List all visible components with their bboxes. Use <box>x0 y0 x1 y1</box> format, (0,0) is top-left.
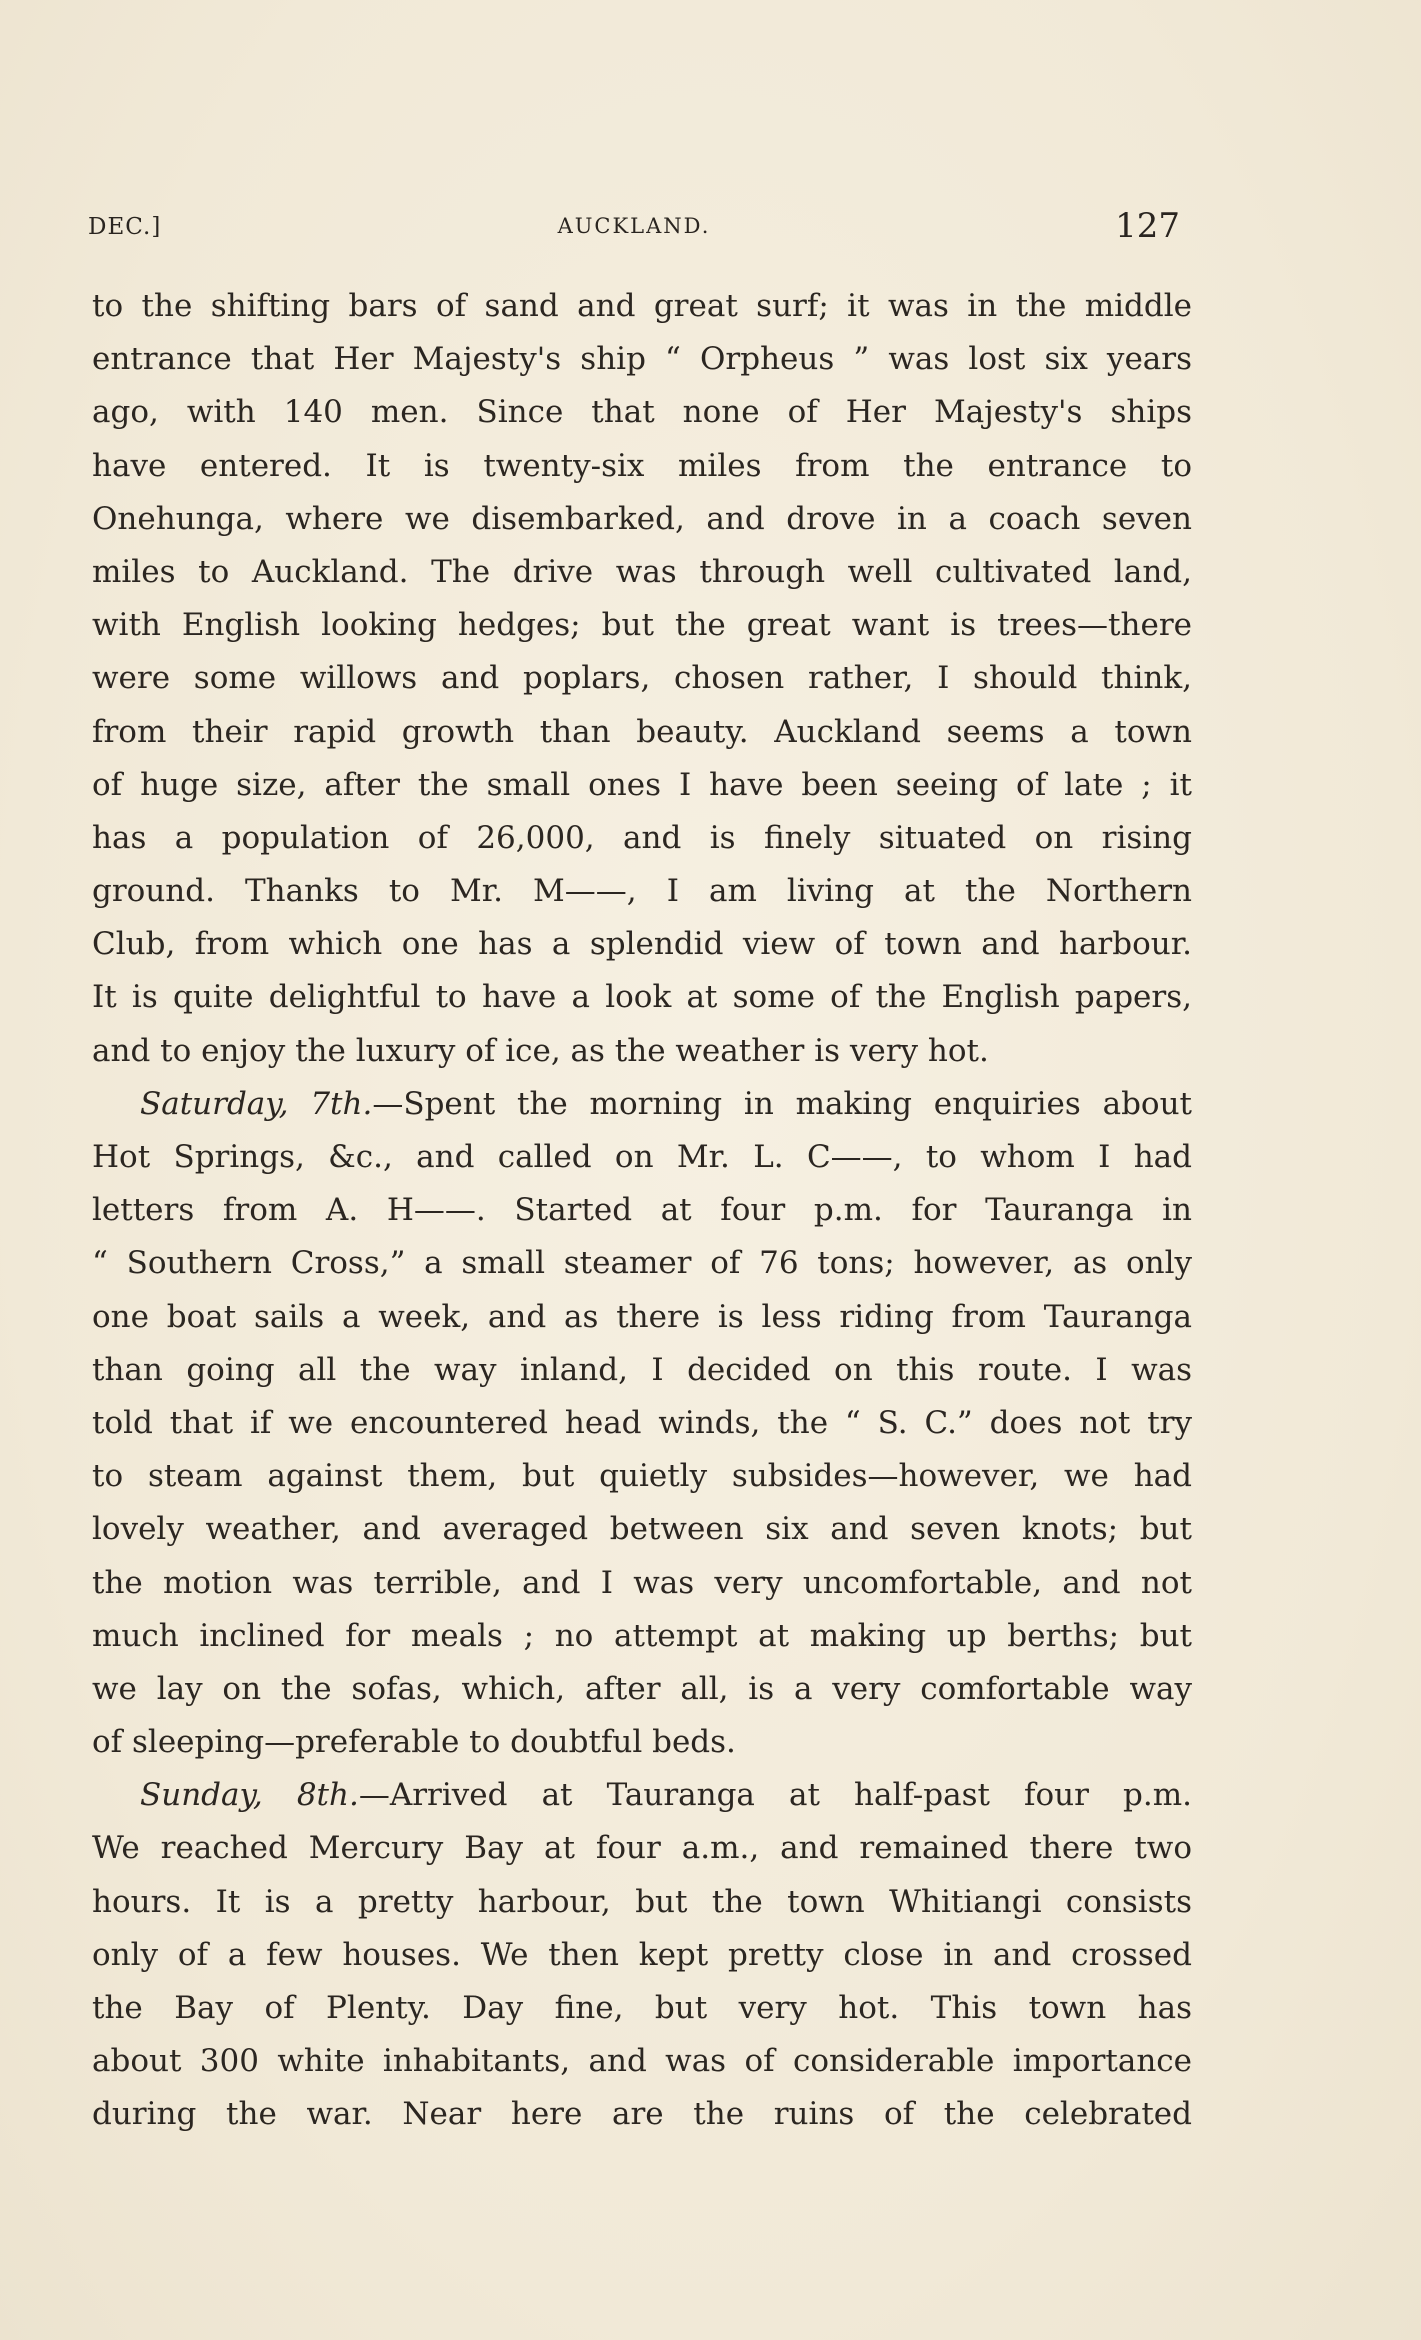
text-line <box>92 1450 1192 1503</box>
line-text: —Spent the morning in making enquiries about <box>372 1085 1192 1122</box>
line-text: lovely weather, and averaged between six and seven knots; but <box>92 1511 1192 1548</box>
line-text: has a population of 26,000, and is finely situated on rising <box>92 819 1192 856</box>
text-line <box>92 812 1192 865</box>
entry-date: Saturday, 7th. <box>140 1085 373 1122</box>
text-line <box>92 333 1192 386</box>
body-text <box>92 280 1192 2142</box>
text-line <box>92 971 1192 1024</box>
line-text: —Arrived at Tauranga at half-past four p.m. <box>358 1777 1192 1814</box>
text-line <box>92 546 1192 599</box>
line-text: told that if we encountered head winds, the “ S. C.” does not try <box>92 1404 1192 1441</box>
text-line <box>92 493 1192 546</box>
text-line <box>92 1184 1192 1237</box>
header-title: AUCKLAND. <box>557 214 711 238</box>
text-line <box>92 1291 1192 1344</box>
line-text: we lay on the sofas, which, after all, is a very comfortable way <box>92 1670 1192 1707</box>
line-text: with English looking hedges; but the great want is trees—there <box>92 607 1192 644</box>
text-line <box>92 599 1192 652</box>
text-line <box>92 2035 1192 2088</box>
text-line <box>92 1663 1192 1716</box>
line-text: We reached Mercury Bay at four a.m., and remained there two <box>92 1830 1192 1867</box>
line-text: the Bay of Plenty. Day fine, but very hot. This town has <box>92 1990 1192 2026</box>
text-line <box>92 1503 1192 1556</box>
text-line <box>92 1131 1192 1184</box>
line-text: letters from A. H——. Started at four p.m. for Tauranga in <box>92 1192 1192 1229</box>
line-text: Onehunga, where we disembarked, and drove in a coach seven <box>92 500 1192 537</box>
text-line <box>92 2088 1192 2141</box>
line-text: much inclined for meals ; no attempt at making up berths; but <box>92 1617 1192 1654</box>
line-text: to steam against them, but quietly subsides—however, we had <box>92 1458 1192 1495</box>
line-text: than going all the way inland, I decided on this route. I was <box>92 1351 1192 1388</box>
line-text: ago, with 140 men. Since that none of Her Majesty's ships <box>92 394 1192 431</box>
text-line <box>92 1397 1192 1450</box>
running-header <box>88 206 1180 250</box>
header-month: DEC.] <box>88 214 162 240</box>
line-text: entrance that Her Majesty's ship “ Orpheus ” was lost six years <box>92 341 1192 378</box>
line-text: miles to Auckland. The drive was through well cultivated land, <box>92 553 1192 590</box>
text-line <box>92 706 1192 759</box>
text-line <box>92 1344 1192 1397</box>
line-text: It is quite delightful to have a look at some of the English papers, <box>92 979 1192 1016</box>
line-text: about 300 white inhabitants, and was of considerable importance <box>92 2043 1192 2080</box>
text-line <box>92 1237 1192 1290</box>
text-line <box>92 440 1192 493</box>
line-text: of huge size, after the small ones I have been seeing of late ; it <box>92 766 1192 803</box>
entry-date: Sunday, 8th. <box>140 1777 359 1814</box>
line-text: and to enjoy the luxury of ice, as the weather is very hot. <box>92 1032 989 1069</box>
text-line <box>92 759 1192 812</box>
line-text: from their rapid growth than beauty. Auckland seems a town <box>92 713 1192 750</box>
line-text: ground. Thanks to Mr. M——, I am living at the Northern <box>92 873 1192 910</box>
text-line <box>92 1078 1192 1131</box>
text-line <box>92 1929 1192 1982</box>
line-text: the motion was terrible, and I was very uncomfortable, and not <box>92 1564 1192 1601</box>
line-text: to the shifting bars of sand and great surf; it was in the middle <box>92 288 1192 324</box>
line-text: were some willows and poplars, chosen rather, I should think, <box>92 660 1192 697</box>
line-text: “ Southern Cross,” a small steamer of 76 tons; however, as only <box>92 1245 1192 1282</box>
text-line <box>92 280 1192 333</box>
line-text: only of a few houses. We then kept pretty close in and crossed <box>92 1936 1192 1973</box>
text-line <box>92 1876 1192 1929</box>
line-text: of sleeping—preferable to doubtful beds. <box>92 1724 736 1761</box>
line-text: hours. It is a pretty harbour, but the town Whitiangi consists <box>92 1883 1192 1920</box>
text-line <box>92 865 1192 918</box>
text-line <box>92 652 1192 705</box>
line-text: one boat sails a week, and as there is less riding from Tauranga <box>92 1298 1192 1335</box>
text-line <box>92 1982 1192 2035</box>
text-line <box>92 386 1192 439</box>
text-line <box>92 1557 1192 1610</box>
line-text: during the war. Near here are the ruins of the celebrated <box>92 2096 1192 2133</box>
text-line <box>92 1716 1192 1769</box>
line-text: Hot Springs, &c., and called on Mr. L. C——, to whom I had <box>92 1139 1192 1175</box>
text-line <box>92 1610 1192 1663</box>
text-line <box>92 1769 1192 1822</box>
line-text: have entered. It is twenty-six miles from the entrance to <box>92 447 1192 484</box>
text-line <box>92 1822 1192 1875</box>
text-line <box>92 1025 1192 1078</box>
page-number: 127 <box>1115 206 1180 246</box>
line-text: Club, from which one has a splendid view of town and harbour. <box>92 926 1192 963</box>
text-line <box>92 918 1192 971</box>
